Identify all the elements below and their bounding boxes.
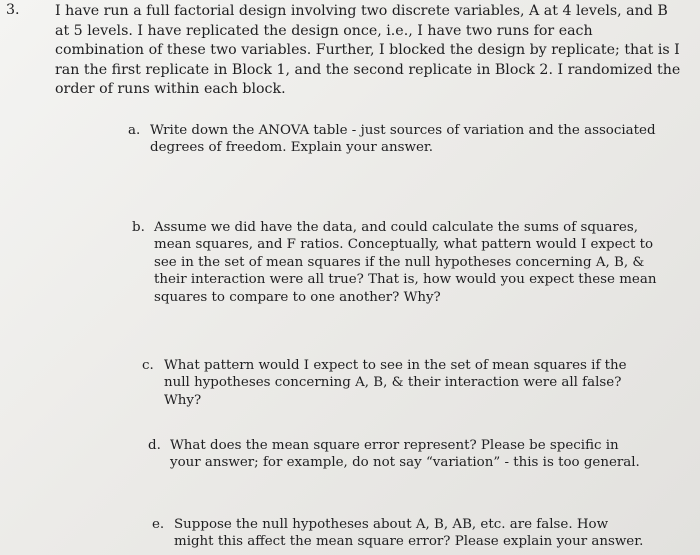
part-b-letter: b. bbox=[132, 220, 145, 235]
part-d bbox=[148, 437, 640, 472]
part-c-text: What pattern would I expect to see in the set of mean squares if the null hypotheses concerning A, B, & their interaction were all false? Why? bbox=[164, 358, 627, 408]
part-b-text: Assume we did have the data, and could calculate the sums of squares, mean squares, and F ratios. Conceptually, what pattern would I expect to see in the set of mean squares if the null hypotheses concerning A, B, & their interaction were all true? That is, how would you expect these mean squares to compare to one another? Why? bbox=[154, 220, 657, 305]
part-a-text: Write down the ANOVA table - just sources of variation and the associated degrees of freedom. Explain your answer. bbox=[150, 123, 656, 156]
question-number: 3. bbox=[6, 2, 20, 18]
part-b bbox=[132, 219, 674, 306]
part-c-letter: c. bbox=[142, 358, 154, 373]
part-e bbox=[152, 516, 644, 551]
part-e-letter: e. bbox=[152, 517, 165, 532]
question-text: I have run a full factorial design involving two discrete variables, A at 4 levels, and B at 5 levels. I have replicated the design once, i.e., I have two runs for each combination of these two variables. Further, I blocked the design by replicate; that is I ran the first replicate in Block 1, and the second replicate in Block 2. I randomized the order of runs within each block. bbox=[55, 3, 681, 97]
part-a bbox=[128, 122, 670, 157]
part-e-text: Suppose the null hypotheses about A, B, AB, etc. are false. How might this affect the mean square error? Please explain your answer. bbox=[174, 517, 644, 550]
part-c bbox=[142, 357, 644, 409]
part-a-letter: a. bbox=[128, 123, 141, 138]
part-d-text: What does the mean square error represent? Please be specific in your answer; for example, do not say “variation” - this is too general. bbox=[170, 438, 640, 471]
part-d-letter: d. bbox=[148, 438, 161, 453]
